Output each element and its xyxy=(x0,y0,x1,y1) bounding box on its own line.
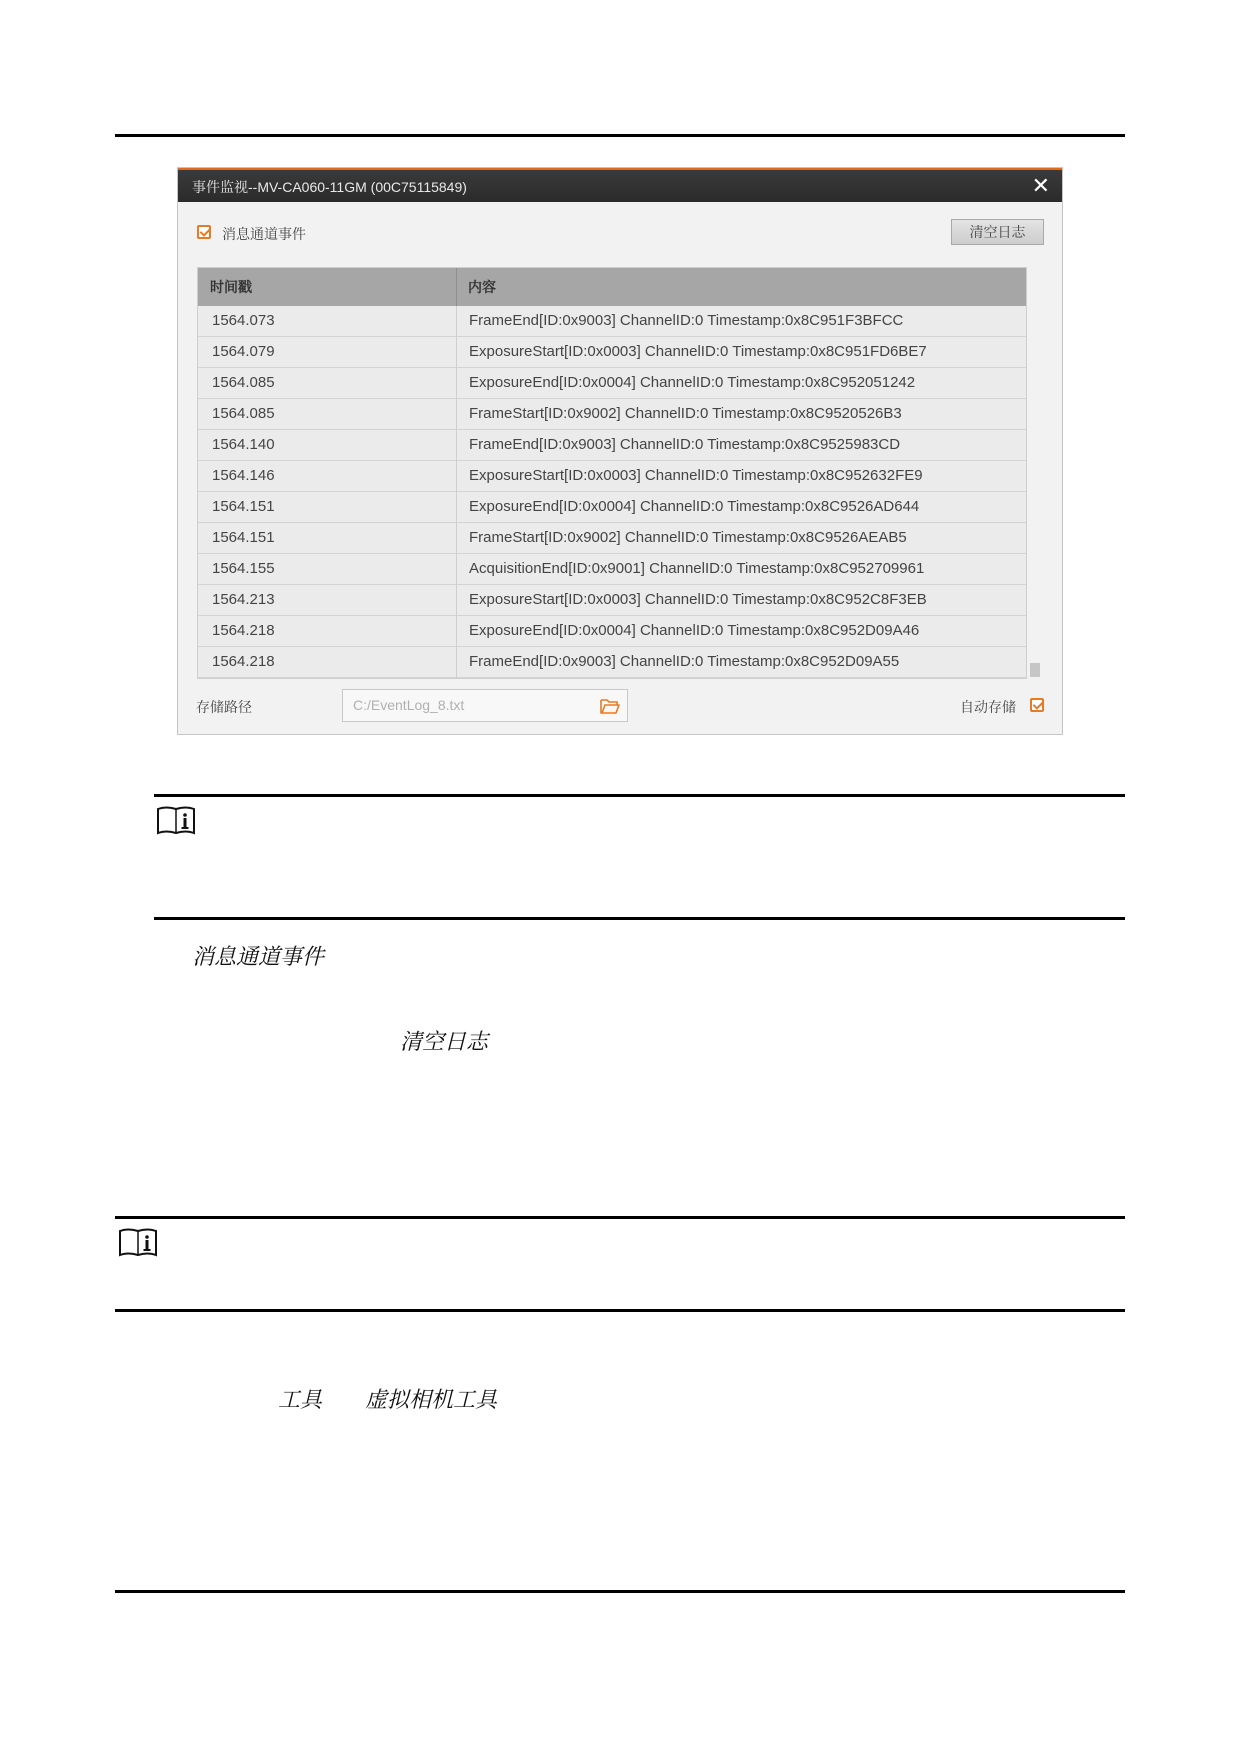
cell-divider xyxy=(456,647,457,678)
cell-timestamp: 1564.085 xyxy=(212,374,275,391)
cell-timestamp: 1564.146 xyxy=(212,467,275,484)
cell-timestamp: 1564.079 xyxy=(212,343,275,360)
auto-save-label: 自动存储 xyxy=(960,699,1016,715)
column-header-timestamp[interactable]: 时间戳 xyxy=(210,279,252,295)
table-row[interactable] xyxy=(198,554,1026,585)
message-channel-checkbox[interactable] xyxy=(197,225,211,239)
cell-timestamp: 1564.218 xyxy=(212,653,275,670)
cell-timestamp: 1564.151 xyxy=(212,498,275,515)
table-header xyxy=(198,268,1026,306)
cell-content: ExposureStart[ID:0x0003] ChannelID:0 Timestamp:0x8C952C8F3EB xyxy=(469,591,927,608)
note-info-icon xyxy=(156,806,196,836)
cell-timestamp: 1564.218 xyxy=(212,622,275,639)
cell-content: ExposureEnd[ID:0x0004] ChannelID:0 Timestamp:0x8C952051242 xyxy=(469,374,916,391)
table-row[interactable] xyxy=(198,399,1026,430)
cell-timestamp: 1564.085 xyxy=(212,405,275,422)
cell-timestamp: 1564.155 xyxy=(212,560,275,577)
table-row[interactable] xyxy=(198,337,1026,368)
table-row[interactable] xyxy=(198,430,1026,461)
clear-log-button[interactable]: 清空日志 xyxy=(951,219,1044,245)
cell-content: ExposureEnd[ID:0x0004] ChannelID:0 Timestamp:0x8C9526AD644 xyxy=(469,498,920,515)
cell-content: ExposureStart[ID:0x0003] ChannelID:0 Timestamp:0x8C951FD6BE7 xyxy=(469,343,927,360)
message-channel-label: 消息通道事件 xyxy=(222,226,306,242)
table-row[interactable] xyxy=(198,461,1026,492)
folder-open-icon[interactable] xyxy=(599,696,621,716)
cell-divider xyxy=(456,399,457,430)
cell-content: ExposureEnd[ID:0x0004] ChannelID:0 Timestamp:0x8C952D09A46 xyxy=(469,622,920,639)
table-scrollbar-thumb[interactable] xyxy=(1030,663,1040,677)
cell-divider xyxy=(456,337,457,368)
note-top-rule xyxy=(154,794,1125,797)
cell-content: FrameEnd[ID:0x9003] ChannelID:0 Timestamp:0x8C9525983CD xyxy=(469,436,901,453)
table-row[interactable] xyxy=(198,647,1026,678)
cell-divider xyxy=(456,461,457,492)
cell-content: FrameEnd[ID:0x9003] ChannelID:0 Timestamp:0x8C951F3BFCC xyxy=(469,312,904,329)
cell-divider xyxy=(456,430,457,461)
cell-content: FrameStart[ID:0x9002] ChannelID:0 Timestamp:0x8C9526AEAB5 xyxy=(469,529,907,546)
menu-virtual-camera-tool: 虚拟相机工具 xyxy=(365,1387,498,1412)
term-message-channel-event: 消息通道事件 xyxy=(192,944,325,969)
term-clear-log: 清空日志 xyxy=(400,1029,489,1054)
table-body xyxy=(198,306,1026,678)
cell-divider xyxy=(456,585,457,616)
note-info-icon xyxy=(118,1228,158,1258)
table-row[interactable] xyxy=(198,306,1026,337)
dialog-title: 事件监视--MV-CA060-11GM (00C75115849) xyxy=(192,179,467,195)
cell-divider xyxy=(456,368,457,399)
event-table xyxy=(197,267,1027,679)
cell-divider xyxy=(456,616,457,647)
note-bottom-rule xyxy=(154,917,1125,920)
note2-bottom-rule xyxy=(115,1309,1125,1312)
cell-timestamp: 1564.151 xyxy=(212,529,275,546)
auto-save-checkbox[interactable] xyxy=(1030,698,1044,712)
storage-path-label: 存储路径 xyxy=(196,699,252,715)
menu-tools: 工具 xyxy=(278,1387,323,1412)
cell-timestamp: 1564.073 xyxy=(212,312,275,329)
cell-divider xyxy=(456,554,457,585)
table-row[interactable] xyxy=(198,368,1026,399)
table-row[interactable] xyxy=(198,492,1026,523)
cell-timestamp: 1564.213 xyxy=(212,591,275,608)
cell-content: AcquisitionEnd[ID:0x9001] ChannelID:0 Timestamp:0x8C952709961 xyxy=(469,560,925,577)
close-icon[interactable]: ✕ xyxy=(1031,173,1050,198)
storage-path-value: C:/EventLog_8.txt xyxy=(353,697,465,713)
event-monitor-dialog xyxy=(177,167,1063,735)
cell-divider xyxy=(456,492,457,523)
cell-divider xyxy=(456,523,457,554)
cell-content: FrameStart[ID:0x9002] ChannelID:0 Timestamp:0x8C9520526B3 xyxy=(469,405,902,422)
cell-timestamp: 1564.140 xyxy=(212,436,275,453)
table-row[interactable] xyxy=(198,523,1026,554)
dialog-titlebar[interactable] xyxy=(178,168,1062,202)
storage-path-input[interactable] xyxy=(342,689,628,722)
cell-divider xyxy=(456,306,457,337)
cell-content: ExposureStart[ID:0x0003] ChannelID:0 Timestamp:0x8C952632FE9 xyxy=(469,467,923,484)
cell-content: FrameEnd[ID:0x9003] ChannelID:0 Timestamp:0x8C952D09A55 xyxy=(469,653,900,670)
column-divider[interactable] xyxy=(456,268,457,306)
header-rule xyxy=(115,134,1125,137)
table-row[interactable] xyxy=(198,585,1026,616)
note2-top-rule xyxy=(115,1216,1125,1219)
footer-rule xyxy=(115,1590,1125,1593)
column-header-content[interactable]: 内容 xyxy=(468,279,496,295)
table-row[interactable] xyxy=(198,616,1026,647)
